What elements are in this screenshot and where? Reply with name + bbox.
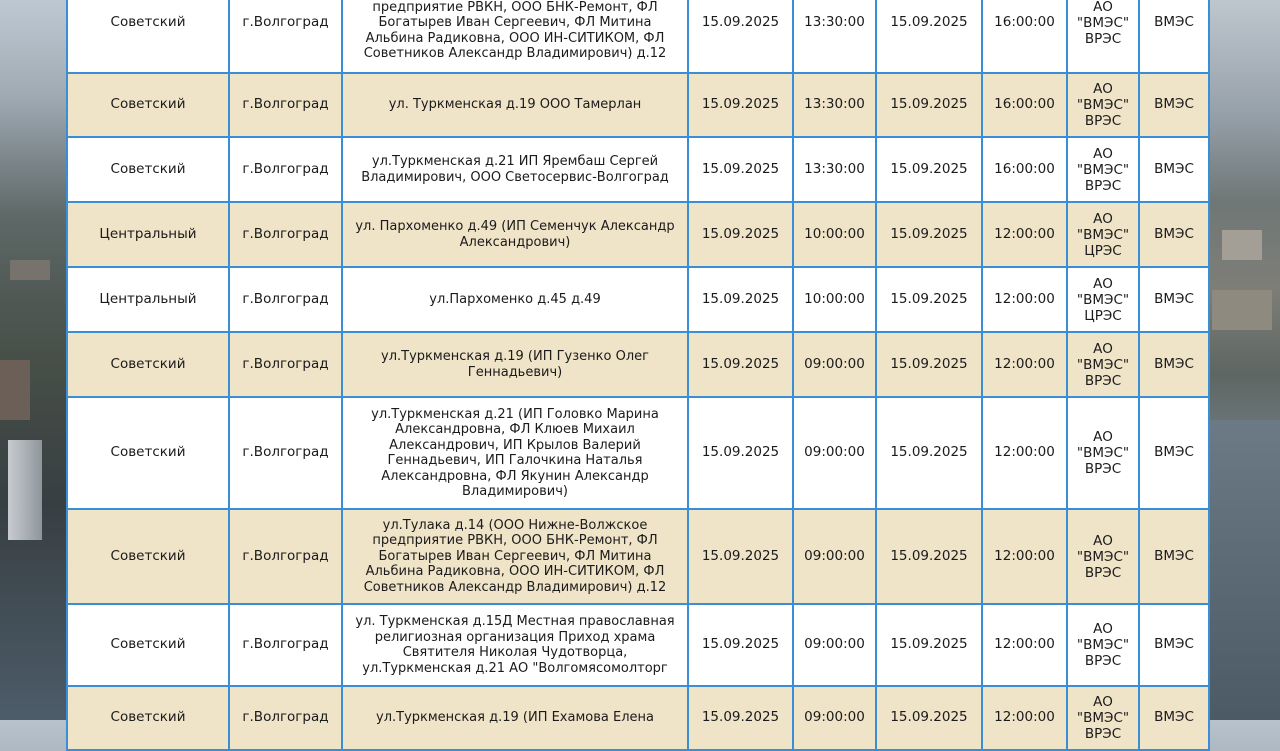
network-cell: ВМЭС — [1139, 0, 1209, 73]
background-tower — [8, 440, 42, 540]
background-river — [1208, 420, 1280, 720]
organization-cell: АО "ВМЭС" ВРЭС — [1067, 332, 1139, 397]
network-cell: ВМЭС — [1139, 332, 1209, 397]
network-cell: ВМЭС — [1139, 397, 1209, 509]
end-time-cell: 12:00:00 — [982, 267, 1067, 332]
table-row — [67, 509, 1209, 604]
city-cell: г.Волгоград — [229, 267, 342, 332]
city-cell: г.Волгоград — [229, 332, 342, 397]
end-date-cell: 15.09.2025 — [876, 73, 982, 137]
address-cell: ул.Пархоменко д.45 д.49 — [342, 267, 688, 332]
table-row — [67, 604, 1209, 686]
address-cell: ул. Пархоменко д.49 (ИП Семенчук Александр Александрович) — [342, 202, 688, 267]
table-row — [67, 397, 1209, 509]
start-time-cell: 13:30:00 — [793, 137, 876, 202]
district-cell: Советский — [67, 604, 229, 686]
network-cell: ВМЭС — [1139, 604, 1209, 686]
table-row — [67, 0, 1209, 73]
start-date-cell: 15.09.2025 — [688, 604, 793, 686]
district-cell: Советский — [67, 397, 229, 509]
outage-schedule-table — [66, 0, 1210, 751]
organization-cell: АО "ВМЭС" ВРЭС — [1067, 509, 1139, 604]
address-cell: ул.Туркменская д.21 ИП Ярембаш Сергей Владимирович, ООО Светосервис-Волгоград — [342, 137, 688, 202]
city-cell: г.Волгоград — [229, 137, 342, 202]
district-cell: Советский — [67, 0, 229, 73]
network-cell: ВМЭС — [1139, 267, 1209, 332]
district-cell: Советский — [67, 73, 229, 137]
organization-cell: АО "ВМЭС" ЦРЭС — [1067, 267, 1139, 332]
city-cell: г.Волгоград — [229, 397, 342, 509]
start-date-cell: 15.09.2025 — [688, 137, 793, 202]
address-cell: ул.Туркменская д.19 (ИП Гузенко Олег Геннадьевич) — [342, 332, 688, 397]
network-cell: ВМЭС — [1139, 509, 1209, 604]
organization-cell: АО "ВМЭС" ВРЭС — [1067, 137, 1139, 202]
start-time-cell: 13:30:00 — [793, 73, 876, 137]
start-time-cell: 09:00:00 — [793, 604, 876, 686]
start-date-cell: 15.09.2025 — [688, 397, 793, 509]
start-date-cell: 15.09.2025 — [688, 0, 793, 73]
end-date-cell: 15.09.2025 — [876, 267, 982, 332]
network-cell: ВМЭС — [1139, 686, 1209, 750]
district-cell: Советский — [67, 137, 229, 202]
table-row — [67, 267, 1209, 332]
end-time-cell: 12:00:00 — [982, 397, 1067, 509]
start-time-cell: 10:00:00 — [793, 267, 876, 332]
organization-cell: АО "ВМЭС" ВРЭС — [1067, 0, 1139, 73]
network-cell: ВМЭС — [1139, 202, 1209, 267]
district-cell: Советский — [67, 332, 229, 397]
background-building — [1212, 290, 1272, 330]
table-row — [67, 332, 1209, 397]
start-date-cell: 15.09.2025 — [688, 73, 793, 137]
end-time-cell: 12:00:00 — [982, 509, 1067, 604]
start-date-cell: 15.09.2025 — [688, 267, 793, 332]
district-cell: Центральный — [67, 202, 229, 267]
district-cell: Советский — [67, 686, 229, 750]
start-time-cell: 09:00:00 — [793, 397, 876, 509]
outage-schedule-table-container[interactable] — [66, 0, 1208, 742]
end-time-cell: 12:00:00 — [982, 332, 1067, 397]
end-date-cell: 15.09.2025 — [876, 604, 982, 686]
city-cell: г.Волгоград — [229, 73, 342, 137]
end-date-cell: 15.09.2025 — [876, 686, 982, 750]
end-date-cell: 15.09.2025 — [876, 397, 982, 509]
district-cell: Советский — [67, 509, 229, 604]
network-cell: ВМЭС — [1139, 137, 1209, 202]
start-date-cell: 15.09.2025 — [688, 509, 793, 604]
organization-cell: АО "ВМЭС" ЦРЭС — [1067, 202, 1139, 267]
start-date-cell: 15.09.2025 — [688, 686, 793, 750]
end-date-cell: 15.09.2025 — [876, 137, 982, 202]
city-cell: г.Волгоград — [229, 202, 342, 267]
start-date-cell: 15.09.2025 — [688, 332, 793, 397]
table-row — [67, 73, 1209, 137]
background-right-cityscape — [1208, 0, 1280, 720]
address-cell: ул.Туркменская д.21 (ИП Головко Марина Александровна, ФЛ Клюев Михаил Александрович, ИП Крылов Валерий Геннадьевич, ИП Галочкина Наталья Александровна, ФЛ Якунин Александр Владимирович) — [342, 397, 688, 509]
start-time-cell: 09:00:00 — [793, 509, 876, 604]
end-time-cell: 16:00:00 — [982, 73, 1067, 137]
city-cell: г.Волгоград — [229, 604, 342, 686]
end-time-cell: 12:00:00 — [982, 604, 1067, 686]
end-time-cell: 16:00:00 — [982, 0, 1067, 73]
start-time-cell: 09:00:00 — [793, 686, 876, 750]
district-cell: Центральный — [67, 267, 229, 332]
table-row — [67, 686, 1209, 750]
end-date-cell: 15.09.2025 — [876, 509, 982, 604]
start-date-cell: 15.09.2025 — [688, 202, 793, 267]
end-date-cell: 15.09.2025 — [876, 202, 982, 267]
address-cell: ул. Туркменская д.19 ООО Тамерлан — [342, 73, 688, 137]
end-time-cell: 12:00:00 — [982, 686, 1067, 750]
background-building — [1222, 230, 1262, 260]
city-cell: г.Волгоград — [229, 509, 342, 604]
background-building — [10, 260, 50, 280]
address-cell: ул. Туркменская д.15Д Местная православная религиозная организация Приход храма Святителя Николая Чудотворца, ул.Туркменская д.21 АО "Волгомясомолторг — [342, 604, 688, 686]
city-cell: г.Волгоград — [229, 0, 342, 73]
organization-cell: АО "ВМЭС" ВРЭС — [1067, 397, 1139, 509]
address-cell: предприятие РВКН, ООО БНК-Ремонт, ФЛ Богатырев Иван Сергеевич, ФЛ Митина Альбина Радиковна, ООО ИН-СИТИКОМ, ФЛ Советников Александр Владимирович) д.12 — [342, 0, 688, 73]
organization-cell: АО "ВМЭС" ВРЭС — [1067, 686, 1139, 750]
network-cell: ВМЭС — [1139, 73, 1209, 137]
end-date-cell: 15.09.2025 — [876, 332, 982, 397]
start-time-cell: 13:30:00 — [793, 0, 876, 73]
address-cell: ул.Туркменская д.19 (ИП Ехамова Елена — [342, 686, 688, 750]
table-row — [67, 137, 1209, 202]
end-time-cell: 12:00:00 — [982, 202, 1067, 267]
start-time-cell: 10:00:00 — [793, 202, 876, 267]
background-left-cityscape — [0, 0, 66, 720]
end-time-cell: 16:00:00 — [982, 137, 1067, 202]
address-cell: ул.Тулака д.14 (ООО Нижне-Волжское предприятие РВКН, ООО БНК-Ремонт, ФЛ Богатырев Иван Сергеевич, ФЛ Митина Альбина Радиковна, ООО ИН-СИТИКОМ, ФЛ Советников Александр Владимирович) д.12 — [342, 509, 688, 604]
background-building — [0, 360, 30, 420]
organization-cell: АО "ВМЭС" ВРЭС — [1067, 604, 1139, 686]
table-row — [67, 202, 1209, 267]
organization-cell: АО "ВМЭС" ВРЭС — [1067, 73, 1139, 137]
city-cell: г.Волгоград — [229, 686, 342, 750]
end-date-cell: 15.09.2025 — [876, 0, 982, 73]
start-time-cell: 09:00:00 — [793, 332, 876, 397]
